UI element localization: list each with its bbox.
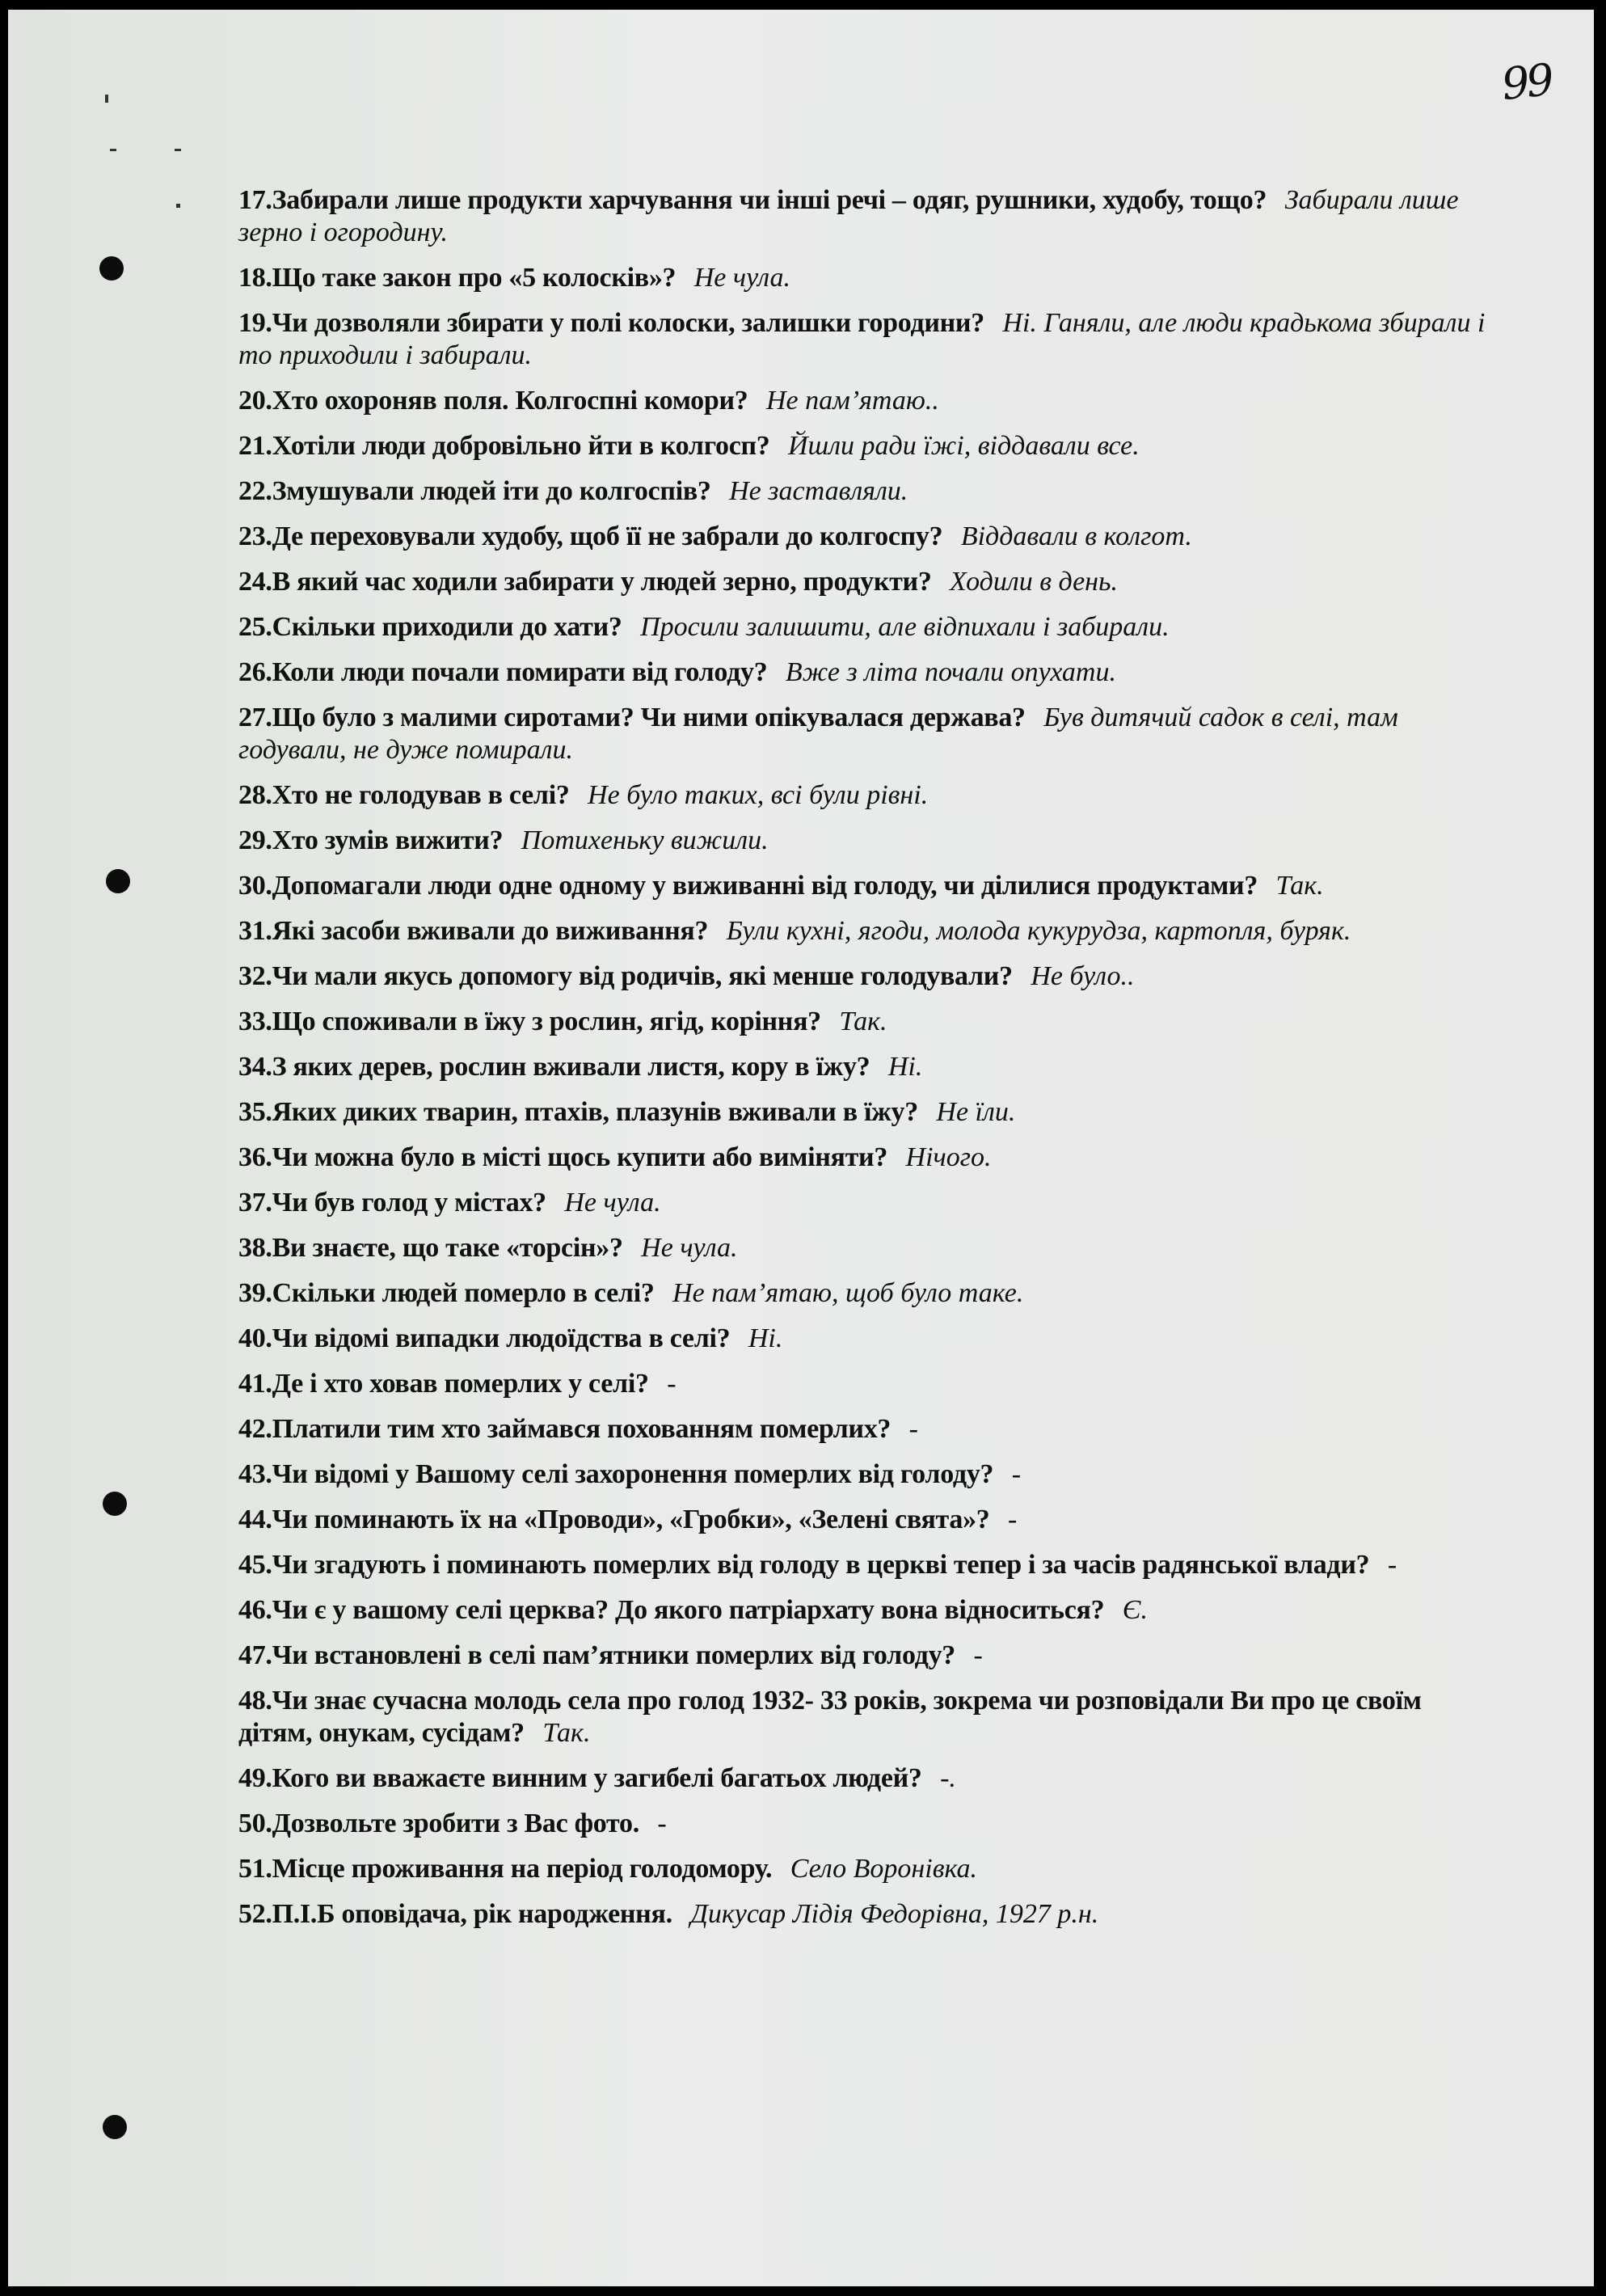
question-item	[238, 1685, 1499, 1749]
question-item	[238, 430, 1499, 462]
question-label: Ви знаєте, що таке «торсін»?	[272, 1233, 623, 1263]
question-text	[238, 825, 503, 855]
question-label: Забирали лише продукти харчування чи інші речі – одяг, рушники, худобу, тощо?	[272, 185, 1267, 215]
question-label: Коли люди почали помирати від голоду?	[272, 657, 768, 687]
question-label: Чи відомі випадки людоїдства в селі?	[272, 1323, 731, 1353]
question-number: 33.	[238, 1007, 272, 1036]
answer-text: Ні. Ганяли, але люди крадькома збирали і то приходили і забирали.	[238, 308, 1486, 370]
question-item	[238, 385, 1499, 417]
answer-text: Так.	[1275, 871, 1324, 901]
punch-hole	[103, 2115, 127, 2139]
answer-text: Дикусар Лідія Федорівна, 1927 р.н.	[690, 1899, 1099, 1929]
answer-text: Були кухні, ягоди, молода кукурудза, картопля, буряк.	[726, 916, 1351, 946]
question-text	[238, 1007, 821, 1036]
question-number: 34.	[238, 1052, 272, 1082]
question-item	[238, 611, 1499, 644]
question-number: 48.	[238, 1686, 272, 1716]
scan-speck	[175, 149, 181, 151]
question-number: 40.	[238, 1323, 272, 1353]
answer-text: Село Воронівка.	[790, 1854, 978, 1884]
question-text	[238, 1414, 891, 1444]
scan-speck	[105, 95, 108, 103]
answer-text: -	[908, 1414, 918, 1444]
question-number: 41.	[238, 1369, 272, 1399]
question-item	[238, 184, 1499, 249]
question-number: 27.	[238, 703, 272, 732]
question-number: 22.	[238, 476, 272, 506]
question-item	[238, 566, 1499, 598]
answer-text: Не чула.	[693, 263, 791, 293]
question-label: Чи є у вашому селі церква? До якого патріархату вона відноситься?	[272, 1595, 1105, 1625]
question-number: 45.	[238, 1550, 272, 1580]
question-label: Чи мали якусь допомогу від родичів, які менше голодували?	[272, 961, 1013, 991]
question-number: 43.	[238, 1459, 272, 1489]
question-text	[238, 703, 1026, 732]
question-item	[238, 1640, 1499, 1672]
question-item	[238, 870, 1499, 902]
question-text	[238, 1686, 1422, 1748]
question-label: Що споживали в їжу з рослин, ягід, коріння?	[272, 1007, 821, 1036]
question-item	[238, 262, 1499, 294]
punch-hole	[103, 1492, 127, 1516]
question-label: Яких диких тварин, птахів, плазунів вживали в їжу?	[272, 1097, 918, 1127]
question-number: 51.	[238, 1854, 272, 1884]
question-item	[238, 1853, 1499, 1885]
question-number: 26.	[238, 657, 272, 687]
answer-text: Так.	[839, 1007, 887, 1036]
question-label: Чи відомі у Вашому селі захоронення померлих від голоду?	[272, 1459, 994, 1489]
question-number: 21.	[238, 431, 272, 461]
answer-text: Є.	[1122, 1595, 1149, 1625]
question-item	[238, 1504, 1499, 1536]
handwritten-page-number: 99	[1499, 53, 1553, 111]
answer-text: Не пам’ятаю..	[765, 386, 939, 416]
answer-text: -	[667, 1369, 677, 1399]
question-number: 37.	[238, 1188, 272, 1218]
question-label: Чи знає сучасна молодь села про голод 1932- 33 років, зокрема чи розповідали Ви про це своїм дітям, онукам, сусідам?	[238, 1686, 1422, 1748]
question-number: 49.	[238, 1763, 272, 1793]
question-text	[238, 1369, 649, 1399]
answer-text: -.	[940, 1763, 956, 1793]
answer-text: Ні.	[887, 1052, 923, 1082]
question-text	[238, 916, 708, 946]
punch-hole	[106, 869, 130, 893]
question-label: Хотіли люди добровільно йти в колгосп?	[272, 431, 770, 461]
scan-speck	[110, 149, 116, 151]
question-text	[238, 1278, 655, 1308]
question-label: Чи поминають їх на «Проводи», «Гробки», «Зелені свята»?	[272, 1505, 990, 1534]
question-text	[238, 612, 622, 642]
question-number: 29.	[238, 825, 272, 855]
question-text	[238, 1763, 922, 1793]
question-label: Скільки приходили до хати?	[272, 612, 622, 642]
answer-text: Нічого.	[905, 1142, 992, 1172]
question-text	[238, 521, 942, 551]
question-number: 17.	[238, 185, 272, 215]
question-number: 25.	[238, 612, 272, 642]
question-item	[238, 702, 1499, 766]
answer-text: Ні.	[748, 1323, 783, 1353]
question-number: 18.	[238, 263, 272, 293]
answer-text: Не заставляли.	[729, 476, 908, 506]
questionnaire-list	[238, 184, 1499, 1944]
question-text	[238, 1323, 730, 1353]
question-label: Хто не голодував в селі?	[272, 780, 570, 810]
question-number: 52.	[238, 1899, 272, 1929]
question-label: Чи був голод у містах?	[272, 1188, 546, 1218]
question-item	[238, 1051, 1499, 1083]
question-text	[238, 1505, 989, 1534]
question-label: Що було з малими сиротами? Чи ними опікувалася держава?	[272, 703, 1026, 732]
answer-text: Не було таких, всі були рівні.	[588, 780, 929, 810]
question-text	[238, 386, 748, 416]
answer-text: Ходили в день.	[950, 567, 1118, 597]
question-label: Де переховували худобу, щоб її не забрали до колгоспу?	[272, 521, 943, 551]
question-item	[238, 960, 1499, 993]
question-label: Місце проживання на період голодомору.	[272, 1854, 773, 1884]
question-item	[238, 825, 1499, 857]
question-text	[238, 1188, 546, 1218]
question-number: 28.	[238, 780, 272, 810]
question-label: Хто зумів вижити?	[272, 825, 504, 855]
question-label: Де і хто ховав померлих у селі?	[272, 1369, 649, 1399]
question-number: 32.	[238, 961, 272, 991]
question-item	[238, 1458, 1499, 1491]
scan-speck	[176, 204, 180, 208]
answer-text: -	[1387, 1550, 1397, 1580]
question-text	[238, 1854, 772, 1884]
question-text	[238, 1142, 887, 1172]
question-label: Хто охороняв поля. Колгоспні комори?	[272, 386, 748, 416]
question-text	[238, 657, 767, 687]
answer-text: Не чула.	[564, 1188, 661, 1218]
question-number: 35.	[238, 1097, 272, 1127]
question-number: 23.	[238, 521, 272, 551]
question-label: Які засоби вживали до виживання?	[272, 916, 709, 946]
question-item	[238, 1096, 1499, 1129]
question-item	[238, 1006, 1499, 1038]
question-label: З яких дерев, рослин вживали листя, кору в їжу?	[272, 1052, 870, 1082]
question-item	[238, 1898, 1499, 1931]
question-number: 39.	[238, 1278, 272, 1308]
answer-text: Потихеньку вижили.	[521, 825, 769, 855]
question-item	[238, 1594, 1499, 1627]
question-item	[238, 1413, 1499, 1446]
question-label: Що таке закон про «5 колосків»?	[272, 263, 677, 293]
question-text	[238, 780, 570, 810]
punch-hole	[99, 256, 124, 281]
question-text	[238, 1640, 955, 1670]
question-text	[238, 871, 1258, 901]
question-text	[238, 1809, 639, 1838]
question-number: 46.	[238, 1595, 272, 1625]
question-label: В який час ходили забирати у людей зерно, продукти?	[272, 567, 932, 597]
question-text	[238, 961, 1013, 991]
question-text	[238, 263, 676, 293]
question-text	[238, 1899, 672, 1929]
question-text	[238, 431, 769, 461]
question-number: 19.	[238, 308, 272, 338]
question-item	[238, 1187, 1499, 1219]
question-item	[238, 1549, 1499, 1581]
question-number: 24.	[238, 567, 272, 597]
question-label: Кого ви вважаєте винним у загибелі багатьох людей?	[272, 1763, 922, 1793]
question-text	[238, 476, 711, 506]
answer-text: -	[973, 1640, 983, 1670]
question-number: 31.	[238, 916, 272, 946]
question-text	[238, 185, 1267, 215]
question-text	[238, 1052, 870, 1082]
question-label: Дозвольте зробити з Вас фото.	[272, 1809, 639, 1838]
answer-text: Йшли ради їжі, віддавали все.	[787, 431, 1140, 461]
question-number: 50.	[238, 1809, 272, 1838]
question-number: 36.	[238, 1142, 272, 1172]
answer-text: -	[1007, 1505, 1018, 1534]
question-label: Змушували людей іти до колгоспів?	[272, 476, 711, 506]
answer-text: Не було..	[1031, 961, 1135, 991]
question-text	[238, 1097, 918, 1127]
question-item	[238, 1323, 1499, 1355]
question-number: 20.	[238, 386, 272, 416]
question-label: Скільки людей померло в селі?	[272, 1278, 655, 1308]
answer-text: Був дитячий садок в селі, там годували, не дуже помирали.	[238, 703, 1398, 765]
answer-text: Віддавали в колгот.	[960, 521, 1192, 551]
question-number: 44.	[238, 1505, 272, 1534]
question-label: Чи згадують і поминають померлих від голоду в церкві тепер і за часів радянської влади?	[272, 1550, 1370, 1580]
question-number: 38.	[238, 1233, 272, 1263]
question-text	[238, 1233, 623, 1263]
question-text	[238, 308, 984, 338]
answer-text: Не чула.	[641, 1233, 738, 1263]
question-number: 30.	[238, 871, 272, 901]
question-item	[238, 307, 1499, 372]
question-item	[238, 1808, 1499, 1840]
question-text	[238, 1459, 993, 1489]
question-text	[238, 567, 932, 597]
answer-text: Просили залишити, але відпихали і забирали.	[640, 612, 1170, 642]
answer-text: Не пам’ятаю, щоб було таке.	[672, 1278, 1024, 1308]
question-text	[238, 1550, 1369, 1580]
answer-text: Вже з літа почали опухати.	[785, 657, 1116, 687]
question-item	[238, 1232, 1499, 1264]
answer-text: -	[1011, 1459, 1022, 1489]
question-item	[238, 1762, 1499, 1795]
answer-text: Так.	[542, 1718, 591, 1748]
question-item	[238, 1142, 1499, 1174]
question-number: 42.	[238, 1414, 272, 1444]
question-item	[238, 521, 1499, 553]
question-label: Допомагали люди одне одному у виживанні від голоду, чи ділилися продуктами?	[272, 871, 1258, 901]
question-item	[238, 779, 1499, 812]
answer-text: Забирали лише зерно і огородину.	[238, 185, 1459, 247]
answer-text: -	[657, 1809, 667, 1838]
question-label: Платили тим хто займався похованням померлих?	[272, 1414, 892, 1444]
question-item	[238, 1277, 1499, 1310]
question-text	[238, 1595, 1104, 1625]
question-label: Чи дозволяли збирати у полі колоски, залишки городини?	[272, 308, 984, 338]
question-item	[238, 915, 1499, 948]
answer-text: Не їли.	[936, 1097, 1016, 1127]
question-label: Чи встановлені в селі пам’ятники померлих від голоду?	[272, 1640, 955, 1670]
question-number: 47.	[238, 1640, 272, 1670]
question-label: Чи можна було в місті щось купити або виміняти?	[272, 1142, 888, 1172]
question-item	[238, 1368, 1499, 1400]
question-item	[238, 475, 1499, 508]
question-label: П.І.Б оповідача, рік народження.	[272, 1899, 672, 1929]
question-item	[238, 656, 1499, 689]
